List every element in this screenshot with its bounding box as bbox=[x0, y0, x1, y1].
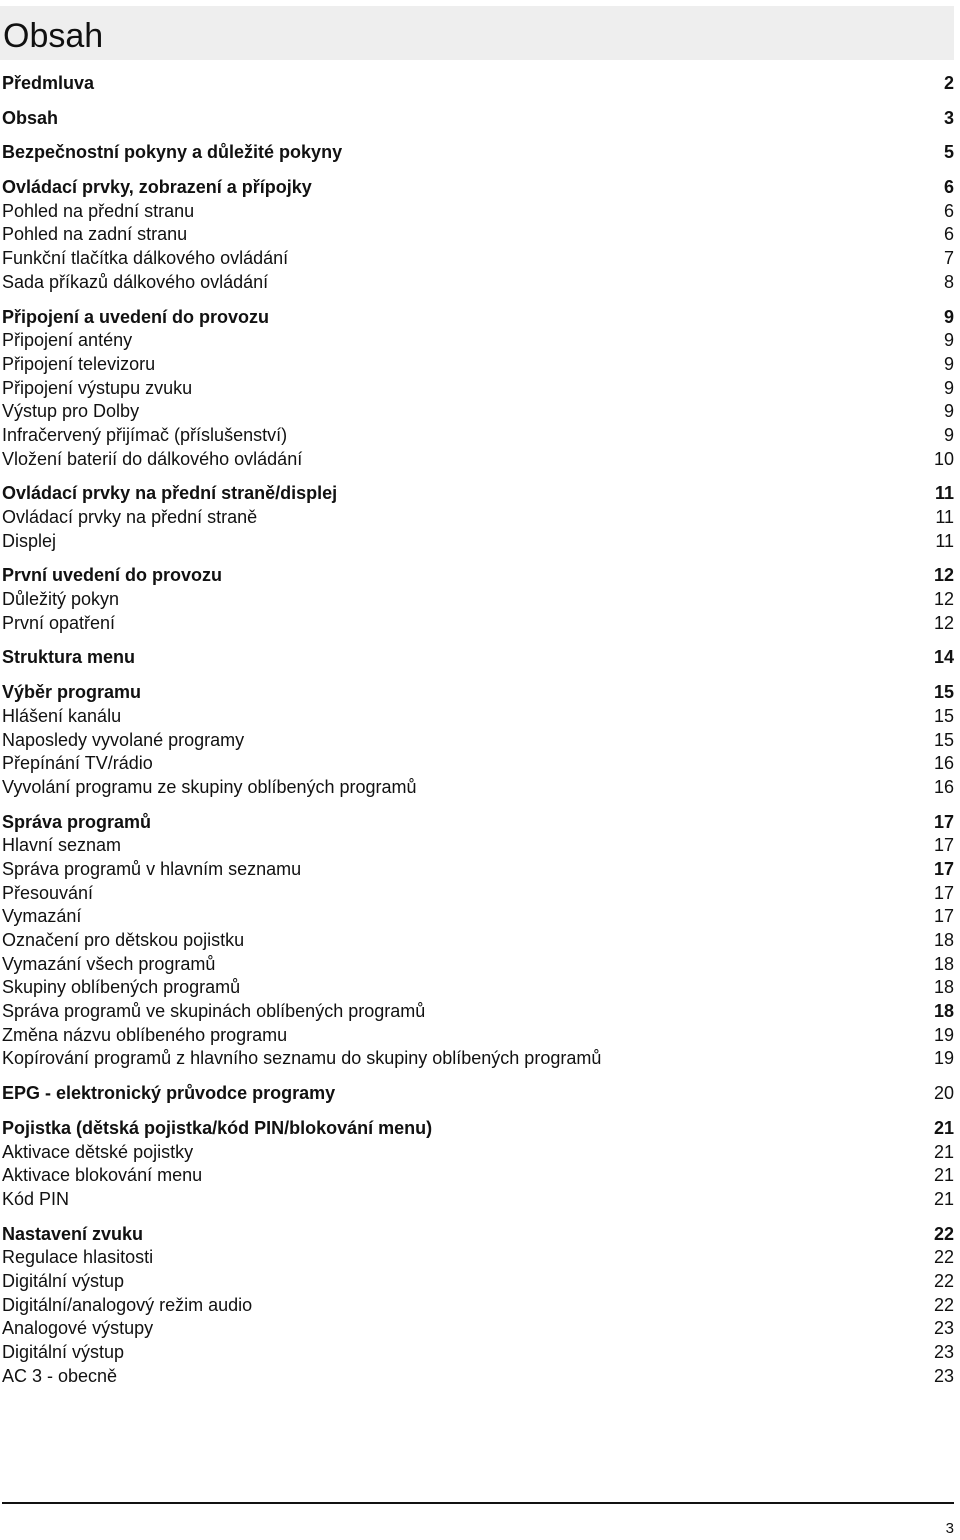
toc-subentry[interactable] bbox=[2, 612, 954, 636]
toc-entry-label: Analogové výstupy bbox=[2, 1318, 154, 1339]
toc-entry-page: 19 bbox=[933, 1048, 954, 1069]
toc-entry-page: 5 bbox=[943, 142, 954, 163]
toc-entry-page: 22 bbox=[933, 1223, 954, 1244]
toc-subentry[interactable] bbox=[2, 353, 954, 377]
toc-heading-entry[interactable] bbox=[2, 1117, 954, 1141]
toc-entry-page: 20 bbox=[933, 1083, 954, 1104]
toc-subentry[interactable] bbox=[2, 271, 954, 295]
toc-entry-page: 9 bbox=[943, 306, 954, 327]
toc-entry-page: 22 bbox=[933, 1247, 954, 1268]
toc-entry-page: 11 bbox=[934, 483, 954, 504]
toc-entry-label: Aktivace blokování menu bbox=[2, 1165, 203, 1186]
toc-section bbox=[2, 681, 954, 799]
toc-subentry[interactable] bbox=[2, 200, 954, 224]
toc-entry-label: Digitální výstup bbox=[2, 1270, 125, 1291]
toc-entry-page: 21 bbox=[933, 1117, 954, 1138]
toc-subentry[interactable] bbox=[2, 424, 954, 448]
toc-entry-page: 15 bbox=[933, 682, 954, 703]
toc-subentry[interactable] bbox=[2, 400, 954, 424]
toc-heading-entry[interactable] bbox=[2, 564, 954, 588]
toc-entry-label: Ovládací prvky na přední straně/displej bbox=[2, 483, 338, 504]
toc-entry-page: 16 bbox=[933, 776, 954, 797]
toc-entry-page: 16 bbox=[933, 753, 954, 774]
toc-entry-label: Vložení baterií do dálkového ovládání bbox=[2, 448, 303, 469]
toc-section bbox=[2, 564, 954, 635]
toc-entry-page: 11 bbox=[935, 507, 954, 527]
toc-subentry[interactable] bbox=[2, 1365, 954, 1389]
toc-heading-entry[interactable] bbox=[2, 141, 954, 165]
toc-entry-page: 23 bbox=[933, 1342, 954, 1362]
toc-entry-label: Hlášení kanálu bbox=[2, 705, 122, 726]
toc-entry-page: 17 bbox=[933, 882, 954, 903]
toc-heading-entry[interactable] bbox=[2, 72, 954, 96]
toc-subentry[interactable] bbox=[2, 752, 954, 776]
toc-subentry[interactable] bbox=[2, 530, 954, 554]
toc-subentry[interactable] bbox=[2, 1047, 954, 1071]
toc-entry-label: Pohled na přední stranu bbox=[2, 200, 195, 221]
toc-entry-label: Označení pro dětskou pojistku bbox=[2, 930, 245, 950]
toc-entry-page: 21 bbox=[933, 1141, 954, 1162]
toc-subentry[interactable] bbox=[2, 953, 954, 977]
toc-subentry[interactable] bbox=[2, 1270, 954, 1294]
toc-heading-entry[interactable] bbox=[2, 1223, 954, 1247]
toc-entry-page: 12 bbox=[933, 589, 954, 610]
table-of-contents bbox=[2, 72, 954, 1399]
toc-entry-page: 2 bbox=[943, 73, 954, 93]
toc-entry-page: 18 bbox=[933, 953, 954, 974]
toc-entry-page: 12 bbox=[933, 612, 954, 633]
toc-entry-page: 3 bbox=[943, 107, 954, 128]
toc-entry-label: Připojení a uvedení do provozu bbox=[2, 306, 270, 327]
toc-entry-page: 6 bbox=[943, 177, 954, 198]
toc-entry-page: 10 bbox=[933, 448, 954, 469]
toc-entry-label: Připojení výstupu zvuku bbox=[2, 377, 193, 398]
toc-entry-page: 6 bbox=[943, 200, 954, 221]
toc-section bbox=[2, 107, 954, 131]
toc-entry-page: 17 bbox=[933, 835, 954, 856]
footer-page-number: 3 bbox=[945, 1520, 954, 1537]
toc-entry-page: 23 bbox=[933, 1365, 954, 1386]
toc-entry-label: Funkční tlačítka dálkového ovládání bbox=[2, 248, 289, 269]
toc-entry-label: Nastavení zvuku bbox=[2, 1223, 144, 1244]
toc-entry-label: Obsah bbox=[2, 107, 59, 128]
toc-heading-entry[interactable] bbox=[2, 811, 954, 835]
toc-entry-label: První opatření bbox=[2, 612, 116, 633]
toc-entry-page: 18 bbox=[933, 977, 954, 998]
toc-entry-page: 12 bbox=[933, 565, 954, 586]
toc-entry-label: Aktivace dětské pojistky bbox=[2, 1141, 194, 1162]
toc-entry-label: Správa programů bbox=[2, 811, 152, 832]
toc-subentry[interactable] bbox=[2, 1164, 954, 1188]
toc-entry-page: 6 bbox=[943, 224, 954, 245]
toc-subentry[interactable] bbox=[2, 588, 954, 612]
toc-entry-label: Digitální výstup bbox=[2, 1342, 125, 1362]
toc-subentry[interactable] bbox=[2, 247, 954, 271]
toc-section bbox=[2, 1117, 954, 1212]
toc-entry-label: Naposledy vyvolané programy bbox=[2, 729, 245, 750]
toc-entry-page: 21 bbox=[933, 1165, 954, 1186]
toc-entry-page: 18 bbox=[933, 930, 954, 950]
toc-entry-label: Změna názvu oblíbeného programu bbox=[2, 1024, 288, 1045]
toc-entry-label: Výstup pro Dolby bbox=[2, 401, 140, 422]
toc-heading-entry[interactable] bbox=[2, 306, 954, 330]
toc-entry-label: Displej bbox=[2, 530, 57, 551]
toc-entry-label: Kód PIN bbox=[2, 1188, 70, 1209]
toc-entry-page: 8 bbox=[943, 271, 954, 292]
toc-entry-page: 9 bbox=[943, 353, 954, 374]
toc-entry-label: Důležitý pokyn bbox=[2, 589, 120, 610]
toc-subentry[interactable] bbox=[2, 705, 954, 729]
toc-entry-page: 22 bbox=[933, 1294, 954, 1315]
toc-subentry[interactable] bbox=[2, 1341, 954, 1365]
toc-subentry[interactable] bbox=[2, 776, 954, 800]
toc-entry-label: Digitální/analogový režim audio bbox=[2, 1294, 253, 1315]
toc-subentry[interactable] bbox=[2, 1294, 954, 1318]
toc-subentry[interactable] bbox=[2, 448, 954, 472]
toc-section bbox=[2, 72, 954, 96]
toc-subentry[interactable] bbox=[2, 905, 954, 929]
toc-heading-entry[interactable] bbox=[2, 646, 954, 670]
toc-section bbox=[2, 176, 954, 294]
toc-entry-page: 22 bbox=[933, 1270, 954, 1291]
toc-subentry[interactable] bbox=[2, 1024, 954, 1048]
toc-entry-page: 17 bbox=[933, 811, 954, 832]
toc-heading-entry[interactable] bbox=[2, 176, 954, 200]
toc-section bbox=[2, 306, 954, 472]
toc-entry-label: Hlavní seznam bbox=[2, 835, 122, 856]
toc-entry-page: 17 bbox=[933, 858, 954, 879]
toc-entry-label: Připojení antény bbox=[2, 330, 133, 351]
toc-entry-page: 9 bbox=[943, 330, 954, 351]
toc-subentry[interactable] bbox=[2, 882, 954, 906]
toc-entry-page: 9 bbox=[943, 424, 954, 445]
toc-entry-page: 9 bbox=[943, 377, 954, 398]
toc-entry-label: Regulace hlasitosti bbox=[2, 1247, 154, 1268]
title-bar bbox=[0, 6, 954, 60]
toc-subentry[interactable] bbox=[2, 1317, 954, 1341]
toc-subentry[interactable] bbox=[2, 223, 954, 247]
toc-subentry[interactable] bbox=[2, 1000, 954, 1024]
toc-entry-page: 17 bbox=[933, 906, 954, 927]
toc-subentry[interactable] bbox=[2, 329, 954, 353]
toc-heading-entry[interactable] bbox=[2, 681, 954, 705]
toc-subentry[interactable] bbox=[2, 834, 954, 858]
toc-entry-page: 14 bbox=[933, 647, 954, 668]
toc-subentry[interactable] bbox=[2, 377, 954, 401]
toc-subentry[interactable] bbox=[2, 929, 954, 953]
page-title: Obsah bbox=[3, 17, 104, 55]
toc-entry-label: Správa programů ve skupinách oblíbených programů bbox=[2, 1001, 426, 1022]
toc-entry-label: Výběr programu bbox=[2, 682, 142, 703]
toc-entry-label: Předmluva bbox=[2, 73, 95, 93]
toc-entry-label: Bezpečnostní pokyny a důležité pokyny bbox=[2, 142, 343, 163]
toc-entry-label: Připojení televizoru bbox=[2, 353, 156, 374]
toc-entry-page: 21 bbox=[933, 1188, 954, 1209]
toc-entry-page: 15 bbox=[933, 705, 954, 726]
toc-entry-label: Ovládací prvky, zobrazení a přípojky bbox=[2, 177, 312, 198]
toc-entry-page: 11 bbox=[935, 530, 954, 551]
toc-entry-label: EPG - elektronický průvodce programy bbox=[2, 1083, 336, 1104]
toc-subentry[interactable] bbox=[2, 1141, 954, 1165]
toc-subentry[interactable] bbox=[2, 506, 954, 530]
toc-entry-label: Správa programů v hlavním seznamu bbox=[2, 858, 302, 879]
toc-entry-page: 19 bbox=[933, 1024, 954, 1045]
toc-entry-label: AC 3 - obecně bbox=[2, 1365, 118, 1386]
toc-entry-label: Pohled na zadní stranu bbox=[2, 224, 188, 245]
toc-entry-label: Sada příkazů dálkového ovládání bbox=[2, 271, 269, 292]
toc-subentry[interactable] bbox=[2, 858, 954, 882]
toc-entry-page: 23 bbox=[933, 1318, 954, 1339]
toc-entry-label: Vymazání všech programů bbox=[2, 953, 216, 974]
toc-heading-entry[interactable] bbox=[2, 107, 954, 131]
toc-entry-page: 9 bbox=[943, 401, 954, 422]
toc-section bbox=[2, 811, 954, 1072]
toc-subentry[interactable] bbox=[2, 729, 954, 753]
toc-entry-label: Struktura menu bbox=[2, 647, 136, 668]
toc-entry-label: První uvedení do provozu bbox=[2, 565, 223, 586]
toc-entry-label: Přepínání TV/rádio bbox=[2, 753, 153, 774]
toc-entry-label: Infračervený přijímač (příslušenství) bbox=[2, 424, 288, 445]
toc-entry-label: Přesouvání bbox=[2, 882, 94, 903]
toc-entry-label: Pojistka (dětská pojistka/kód PIN/blokování menu) bbox=[2, 1117, 433, 1138]
toc-entry-page: 18 bbox=[933, 1001, 954, 1022]
toc-section bbox=[2, 1082, 954, 1106]
toc-subentry[interactable] bbox=[2, 1246, 954, 1270]
toc-subentry[interactable] bbox=[2, 976, 954, 1000]
footer-divider bbox=[2, 1502, 954, 1504]
toc-entry-label: Ovládací prvky na přední straně bbox=[2, 507, 258, 527]
toc-heading-entry[interactable] bbox=[2, 482, 954, 506]
toc-section bbox=[2, 646, 954, 670]
toc-entry-label: Vymazání bbox=[2, 906, 82, 927]
toc-subentry[interactable] bbox=[2, 1188, 954, 1212]
toc-entry-label: Vyvolání programu ze skupiny oblíbených programů bbox=[2, 776, 417, 797]
toc-entry-page: 7 bbox=[943, 248, 954, 269]
toc-section bbox=[2, 482, 954, 553]
toc-entry-page: 15 bbox=[933, 729, 954, 750]
toc-entry-label: Kopírování programů z hlavního seznamu do skupiny oblíbených programů bbox=[2, 1048, 602, 1069]
toc-heading-entry[interactable] bbox=[2, 1082, 954, 1106]
toc-entry-label: Skupiny oblíbených programů bbox=[2, 977, 241, 998]
toc-section bbox=[2, 141, 954, 165]
toc-section bbox=[2, 1223, 954, 1389]
